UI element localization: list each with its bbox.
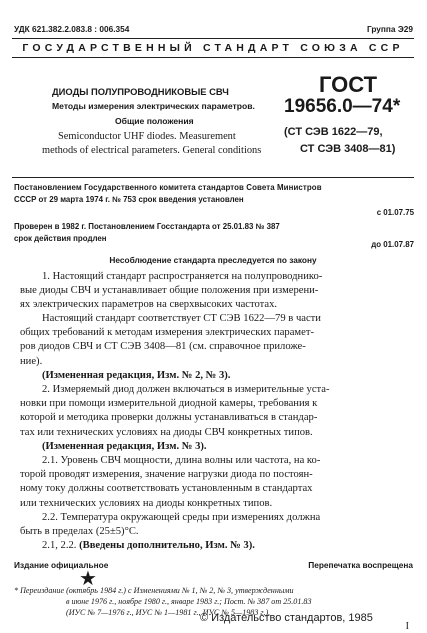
page-number: I xyxy=(405,621,409,632)
law-notice: Несоблюдение стандарта преследуется по закону xyxy=(109,255,317,265)
amendment-note: (Измененная редакция, Изм. № 3). xyxy=(42,440,207,452)
effective-date: с 01.07.75 xyxy=(376,208,414,217)
udk-code: УДК 621.382.2.083.8 : 006.354 xyxy=(14,24,130,34)
document-subtitle-2: Общие положения xyxy=(115,116,194,126)
amendment-note: (Введены дополнительно, Изм. № 3). xyxy=(79,540,255,551)
document-subtitle: Методы измерения электрических параметров. xyxy=(52,101,255,111)
decree-line-4: срок действия продлен xyxy=(14,234,107,243)
decree-line-2: СССР от 29 марта 1974 г. № 753 срок введения установлен xyxy=(14,195,244,204)
group-code: Группа Э29 xyxy=(366,24,413,34)
star-icon: ★ xyxy=(79,568,97,590)
document-title: ДИОДЫ ПОЛУПРОВОДНИКОВЫЕ СВЧ xyxy=(52,86,229,97)
header-rule-top xyxy=(12,38,414,39)
reissue-note-line-2: в июне 1976 г., ноябре 1980 г., январе 1983 г.; Пост. № 387 от 25.01.83 xyxy=(66,597,312,606)
text-line: или технических условиях на диоды конкретных типов. xyxy=(20,497,273,509)
reissue-note-line-1: * Переиздание (октябрь 1984 г.) с Изменениями № 1, № 2, № 3, утвержденными xyxy=(14,586,294,595)
paragraph-4 xyxy=(20,454,412,511)
english-title-line-2: methods of electrical parameters. General conditions xyxy=(42,145,262,156)
text-line: 1. Настоящий стандарт распространяется на полупроводнико- xyxy=(42,271,323,282)
amendment-note: (Измененная редакция, Изм. № 2, № 3). xyxy=(42,369,231,381)
official-edition-label: Издание официальное xyxy=(14,560,109,570)
paragraph-5 xyxy=(20,511,412,539)
text-line: общих требований к методам измерения электрических парамет- xyxy=(20,327,314,339)
text-line: тах или технических условиях на диоды СВЧ конкретных типов. xyxy=(20,426,313,438)
title-rule xyxy=(12,177,414,178)
paragraph-1 xyxy=(20,270,412,313)
text-line: ние). xyxy=(20,355,43,367)
reissue-note-line-3: (ИУС № 7—1976 г., ИУС № 1—1981 г., ИУС № 5—1983 г.). xyxy=(66,608,271,617)
english-title-line-1: Semiconductor UHF diodes. Measurement xyxy=(58,131,236,142)
text-line: 2.1. Уровень СВЧ мощности, длина волны или частота, на ко- xyxy=(42,455,321,466)
paragraph-3 xyxy=(20,383,412,454)
text-line: быть в пределах (25±5)°C. xyxy=(20,526,139,538)
text-line: Настоящий стандарт соответствует СТ СЭВ 1622—79 в части xyxy=(42,313,321,324)
text-line: 2.2. Температура окружающей среды при измерениях должна xyxy=(42,512,321,523)
text-line: новки при помощи измерительной диодной камеры, требования к xyxy=(20,398,318,410)
text-line: которой и методика проверки должны устанавливаться в стандар- xyxy=(20,412,318,424)
text-line: 2. Измеряемый диод должен включаться в измерительные уста- xyxy=(42,384,330,395)
decree-line-1: Постановлением Государственного комитета стандартов Совета Министров xyxy=(14,183,322,192)
text-line: торой проводят измерения, значение нагрузки диода по постоян- xyxy=(20,469,313,481)
text-line: ному току должны соответствовать установленным в стандартах xyxy=(20,483,313,495)
gost-number: 19656.0—74* xyxy=(284,96,401,117)
header-rule-bottom xyxy=(12,57,414,58)
publisher-copyright: © Издательство стандартов, 1985 xyxy=(200,612,373,624)
text-line: ров диодов СВЧ и СТ СЭВ 3408—81 (см. справочное приложе- xyxy=(20,341,306,353)
cmea-reference-1: (СТ СЭВ 1622—79, xyxy=(284,126,383,138)
text-line: вые диоды СВЧ и устанавливает общие положения при измерени- xyxy=(20,285,319,297)
decree-line-3: Проверен в 1982 г. Постановлением Госстандарта от 25.01.83 № 387 xyxy=(14,222,280,231)
reprint-prohibited-label: Перепечатка воспрещена xyxy=(308,560,413,570)
clause-numbers: 2.1, 2.2. xyxy=(42,540,77,551)
gost-label: ГОСТ xyxy=(319,72,378,97)
text-line: ях электрических параметров на сверхвысоких частотах. xyxy=(20,299,278,311)
extended-date: до 01.07.87 xyxy=(371,240,414,249)
paragraph-6 xyxy=(20,539,412,553)
state-standard-banner: ГОСУДАРСТВЕННЫЙ СТАНДАРТ СОЮЗА ССР xyxy=(22,42,404,54)
cmea-reference-2: СТ СЭВ 3408—81) xyxy=(300,143,396,155)
paragraph-2 xyxy=(20,312,412,383)
